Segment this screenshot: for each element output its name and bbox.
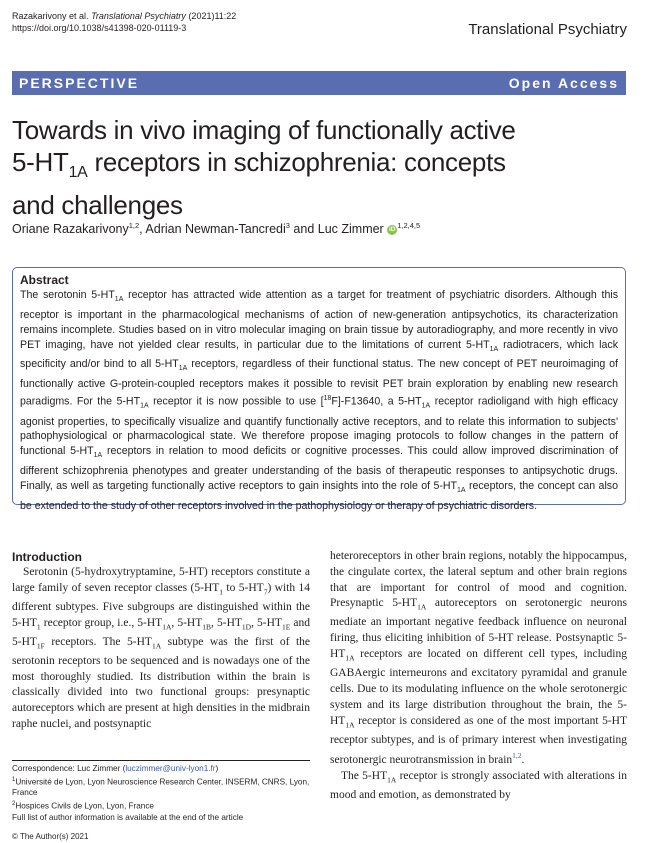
footnote-divider: [12, 760, 310, 761]
abstract-box: [12, 267, 626, 512]
citation-authors: Razakarivony et al.: [12, 11, 89, 21]
author-info-note: Full list of author information is available at the end of the article: [12, 812, 244, 822]
affiliation-2: $^2$Hospices Civils de Lyon, Lyon, France: [12, 801, 154, 811]
title-line-3: and challenges: [12, 190, 183, 221]
intro-paragraph-1: Serotonin (5-hydroxytryptamine, 5-HT) receptors constitute a large family of seven receptor classes ($5-HT_1$ to $5-HT_7$) with 14 different subtypes. Five subgroups are distinguished within the $5-HT_1$ receptor group, i.e., $5-HT_{1A}$, $5-HT_{1B}$, $5-HT_{1D}$, $5-HT_{1E}$ and $5-HT_{1F}$ receptors. The $5-HT_{1A}$ subtype was the first of the serotonin receptors to be sequenced and is nowadays one of the most thoroughly studied. Its distribution within the brain is classically divided into two functional groups: presynaptic autoreceptors which are present at high densities in the midbrain raphe nuclei, and postsynaptic: [12, 566, 311, 731]
correspondence: Correspondence: Luc Zimmer (luczimmer@univ-lyon1.fr): [12, 764, 219, 773]
abstract-text: The serotonin $5-HT_{1A}$ receptor has attracted wide attention as a target for treatment of psychiatric disorders. Although this receptor is important in the pharmacological mechanisms of action of new-generation antipsychotics, its characterization remains incomplete. Studies based on in vitro molecular imaging on brain tissue by autoradiography, and more recently in vivo PET imaging, have not yielded clear results, in particular due to the limitations of current $5-HT_{1A}$ radiotracers, which lack specificity and/or bind to all $5-HT_{1A}$ receptors, regardless of their functional status. The new concept of PET neuroimaging of functionally active G-protein-coupled receptors makes it possible to revisit PET brain exploration by enabling new research paradigms. For the $5-HT_{1A}$ receptor it is now possible to use [$^{18}$F]-F13640, a $5-HT_{1A}$ receptor radioligand with high efficacy agonist properties, to specifically visualize and quantify functionally active receptors, and to relate this information to subjects' pathophysiological or pharmacological state. We therefore propose imaging protocols to follow changes in the pattern of functional $5-HT_{1A}$ receptors in relation to mood deficits or cognitive processes. This could allow improved discrimination of different schizophrenia phenotypes and greater understanding of the basis of therapeutic responses to antipsychotic drugs. Finally, as well as targeting functionally active receptors to gain insights into the role of $5-HT_{1A}$ receptors, the concept can also be extended to the study of other receptors involved in the pathophysiology or therapy of psychiatric disorders.: [20, 289, 619, 512]
author-list: Oriane Razakarivony$^{1,2}$, Adrian Newman-Tancredi$^3$ and Luc Zimmer iD $^{1,2,4,5}$: [12, 221, 421, 237]
intro-paragraph-3: The $5-HT_{1A}$ receptor is strongly associated with alterations in mood and emotion, as demonstrated by: [330, 770, 627, 802]
affiliation-1: $^1$Université de Lyon, Lyon Neuroscience Research Center, INSERM, CNRS, Lyon, France: [12, 776, 310, 798]
citation-year: (2021)11:22: [185, 11, 237, 21]
author-2[interactable]: , Adrian Newman-Tancredi: [139, 222, 286, 237]
correspondence-email[interactable]: luczimmer@univ-lyon1.fr: [125, 764, 216, 773]
reference-link[interactable]: 1,2: [512, 751, 522, 761]
section-heading-introduction: Introduction: [12, 550, 82, 564]
footnotes: [12, 764, 312, 823]
article-title: [12, 114, 612, 221]
body-column-right: [330, 549, 627, 804]
doi-link[interactable]: https://doi.org/10.1038/s41398-020-01119-3: [12, 23, 187, 33]
orcid-icon[interactable]: iD: [388, 225, 396, 233]
copyright-notice: © The Author(s) 2021: [12, 832, 89, 841]
citation-journal: Translational Psychiatry: [91, 11, 186, 21]
citation-header: [12, 10, 236, 34]
journal-name: Translational Psychiatry: [468, 21, 627, 38]
article-type-banner: [12, 71, 626, 95]
body-column-left: [12, 549, 310, 733]
author-3[interactable]: and Luc Zimmer: [289, 222, 384, 237]
article-type-label: PERSPECTIVE: [19, 75, 140, 91]
author-1[interactable]: Oriane Razakarivony: [12, 222, 129, 237]
title-line-2: $5-HT_{1A}$ receptors in schizophrenia: concepts: [12, 147, 506, 182]
title-line-1: Towards in vivo imaging of functionally active: [12, 115, 516, 145]
abstract-heading: Abstract: [20, 273, 69, 287]
intro-paragraph-2: heteroreceptors in other brain regions, notably the hippocampus, the cingulate cortex, the lateral septum and other brain regions that are important for control of mood and cognition. Presynaptic $5-HT_{1A}$ autoreceptors on serotonergic neurons mediate an important negative feedback influence on neuronal firing, thus eliciting inhibition of 5-HT release. Postsynaptic $5-HT_{1A}$ receptors are located on different cell types, including GABAergic interneurons and excitatory pyramidal and granule cells. Due to its modulating influence on the whole serotonergic system and its large distribution throughout the brain, the $5-HT_{1A}$ receptor is considered as one of the most important 5-HT receptor subtypes, and is of primary interest when investigating serotonergic neurotransmission in brain$^{1,2}$.: [330, 550, 627, 767]
open-access-label: Open Access: [508, 75, 619, 91]
